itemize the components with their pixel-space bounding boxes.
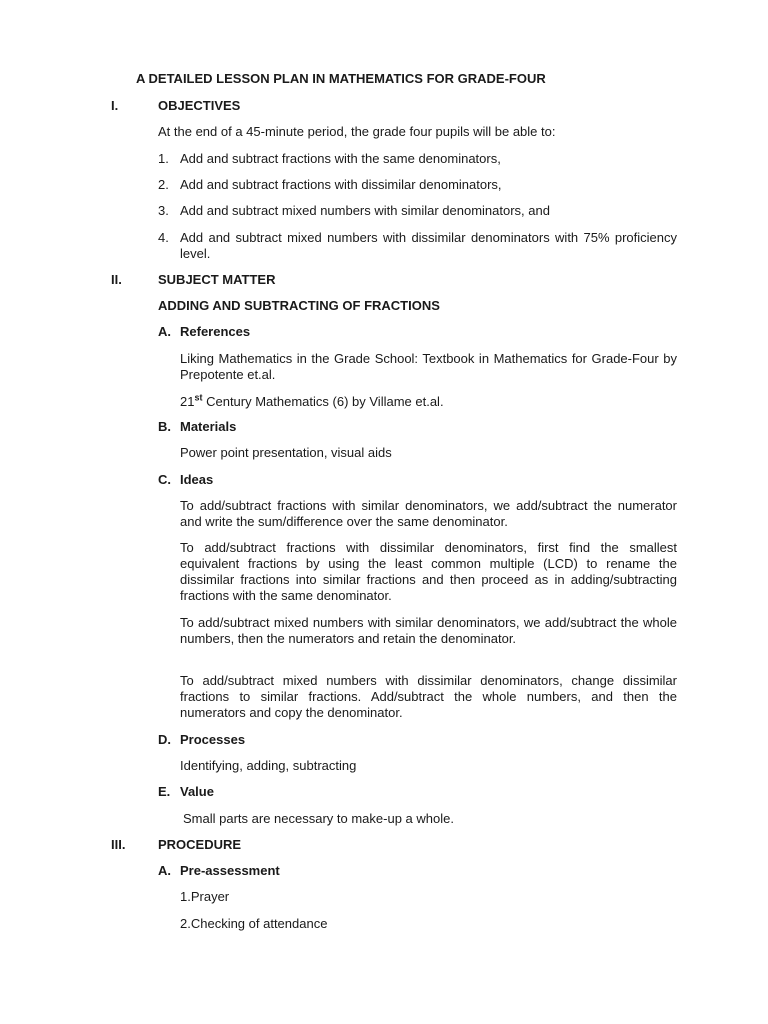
objective-3-number: 3. — [158, 203, 169, 218]
value-label: Value — [180, 784, 214, 799]
subject-matter-title: ADDING AND SUBTRACTING OF FRACTIONS — [158, 298, 440, 313]
materials-label: Materials — [180, 419, 237, 434]
objectives-intro: At the end of a 45-minute period, the grade four pupils will be able to: — [158, 124, 556, 139]
ideas-label: Ideas — [180, 472, 214, 487]
objective-2-number: 2. — [158, 177, 169, 192]
objective-1-text: Add and subtract fractions with the same denominators, — [180, 151, 501, 166]
references-letter: A. — [158, 324, 171, 339]
procedure-item-2: 2.Checking of attendance — [180, 916, 328, 931]
objective-2-text: Add and subtract fractions with dissimilar denominators, — [180, 177, 502, 192]
section-1-number: I. — [111, 98, 119, 113]
document-title: A DETAILED LESSON PLAN IN MATHEMATICS FOR GRADE-FOUR — [136, 71, 546, 86]
section-3-number: III. — [111, 837, 126, 852]
objective-1-number: 1. — [158, 151, 169, 166]
reference-1: Liking Mathematics in the Grade School: Textbook in Mathematics for Grade-Four by Prepotente et.al. — [180, 351, 677, 382]
ideas-letter: C. — [158, 472, 171, 487]
idea-paragraph-2: To add/subtract fractions with dissimilar denominators, first find the smallest equivalent fractions by using the least common multiple (LCD) to rename the dissimilar fractions into similar fractions and then proceed as in adding/subtracting fractions with the same denominator. — [180, 540, 677, 603]
objective-4-text: Add and subtract mixed numbers with dissimilar denominators with 75% proficiency level. — [180, 230, 677, 261]
processes-text: Identifying, adding, subtracting — [180, 758, 357, 773]
section-3-heading: PROCEDURE — [158, 837, 242, 852]
materials-text: Power point presentation, visual aids — [180, 445, 392, 460]
reference-2: 21st Century Mathematics (6) by Villame et.al. — [180, 392, 444, 409]
objective-4-number: 4. — [158, 230, 169, 245]
processes-letter: D. — [158, 732, 171, 747]
references-label: References — [180, 324, 251, 339]
value-text: Small parts are necessary to make-up a whole. — [183, 811, 454, 826]
processes-label: Processes — [180, 732, 246, 747]
section-2-heading: SUBJECT MATTER — [158, 272, 276, 287]
value-letter: E. — [158, 784, 171, 799]
section-1-heading: OBJECTIVES — [158, 98, 241, 113]
pre-assessment-letter: A. — [158, 863, 171, 878]
procedure-item-1: 1.Prayer — [180, 889, 230, 904]
idea-paragraph-3: To add/subtract mixed numbers with similar denominators, we add/subtract the whole numbers, then the numerators and retain the denominator. — [180, 615, 677, 646]
idea-paragraph-4: To add/subtract mixed numbers with dissimilar denominators, change dissimilar fractions to similar fractions. Add/subtract the whole numbers, and then the numerators and copy the denominator. — [180, 673, 677, 720]
idea-paragraph-1: To add/subtract fractions with similar denominators, we add/subtract the numerator and write the sum/difference over the same denominator. — [180, 498, 677, 529]
pre-assessment-label: Pre-assessment — [180, 863, 280, 878]
materials-letter: B. — [158, 419, 171, 434]
section-2-number: II. — [111, 272, 122, 287]
objective-3-text: Add and subtract mixed numbers with similar denominators, and — [180, 203, 550, 218]
